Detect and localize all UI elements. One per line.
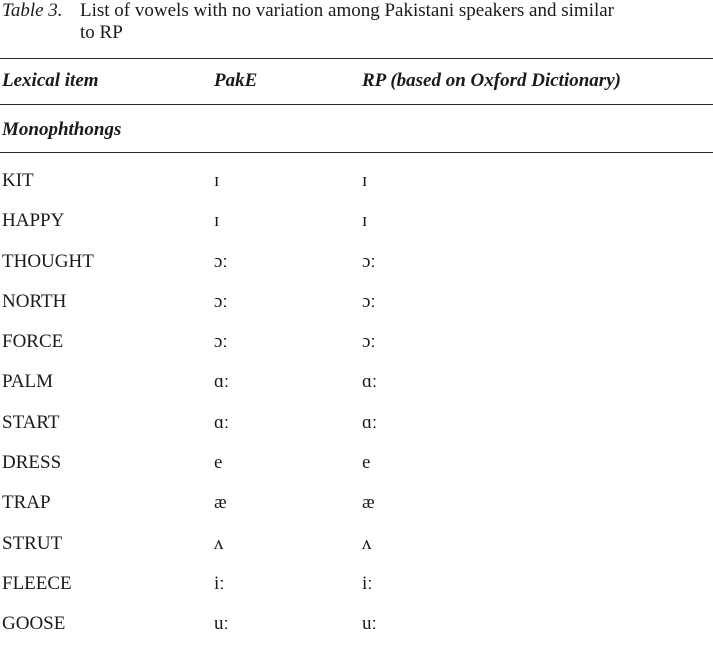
- rp-cell: ɔː: [362, 331, 376, 353]
- header-rp: RP (based on Oxford Dictionary): [362, 70, 621, 91]
- pake-cell: uː: [214, 613, 229, 635]
- rp-cell: ɪ: [362, 170, 368, 191]
- section-monophthongs: Monophthongs: [2, 119, 122, 140]
- table-row: [0, 533, 713, 573]
- rp-cell: ɔː: [362, 290, 376, 312]
- lexical-item-cell: START: [2, 411, 60, 433]
- pake-cell: iː: [214, 572, 225, 594]
- lexical-item-cell: DRESS: [2, 452, 62, 474]
- pake-cell: ʌ: [214, 532, 224, 554]
- lexical-item-cell: HAPPY: [2, 210, 65, 232]
- header-pake: PakE: [214, 70, 258, 91]
- table-row: [0, 291, 713, 331]
- lexical-item-cell: NORTH: [2, 290, 67, 312]
- rp-cell: e: [362, 452, 371, 474]
- header-rule: [0, 104, 713, 105]
- pake-cell: ɑː: [214, 411, 230, 433]
- caption-label: Table 3.: [2, 0, 63, 21]
- table-row: [0, 210, 713, 250]
- table-row: [0, 452, 713, 492]
- rp-cell: ʌ: [362, 532, 372, 554]
- lexical-item-cell: FORCE: [2, 331, 64, 353]
- table-row: [0, 492, 713, 532]
- table-caption: [2, 0, 712, 44]
- table-body: [0, 170, 713, 654]
- lexical-item-cell: THOUGHT: [2, 250, 94, 272]
- rp-cell: ɑː: [362, 411, 378, 433]
- table-row: [0, 412, 713, 452]
- rp-cell: iː: [362, 572, 373, 594]
- rp-cell: ɑː: [362, 371, 378, 393]
- pake-cell: ɔː: [214, 331, 228, 353]
- pake-cell: ɔː: [214, 290, 228, 312]
- top-rule: [0, 58, 713, 59]
- caption-text-1: List of vowels with no variation among Pakistani speakers and similar: [80, 0, 615, 21]
- rp-cell: ɪ: [362, 210, 368, 232]
- lexical-item-cell: KIT: [2, 170, 34, 191]
- lexical-item-cell: STRUT: [2, 532, 63, 554]
- rp-cell: uː: [362, 613, 377, 635]
- header-lexical-item: Lexical item: [2, 70, 99, 91]
- table-row: [0, 371, 713, 411]
- section-rule: [0, 152, 713, 153]
- pake-cell: ɔː: [214, 250, 228, 272]
- caption-line-1: [2, 0, 712, 22]
- lexical-item-cell: TRAP: [2, 492, 51, 514]
- table-row: [0, 613, 713, 653]
- table-row: [0, 573, 713, 613]
- rp-cell: ɔː: [362, 250, 376, 272]
- caption-line-2: to RP: [80, 22, 123, 43]
- pake-cell: æ: [214, 492, 227, 514]
- rp-cell: æ: [362, 492, 375, 514]
- lexical-item-cell: PALM: [2, 371, 54, 393]
- lexical-item-cell: FLEECE: [2, 572, 72, 594]
- pake-cell: ɪ: [214, 170, 220, 191]
- pake-cell: ɪ: [214, 210, 220, 232]
- pake-cell: e: [214, 452, 223, 474]
- table-row: [0, 170, 713, 210]
- table-row: [0, 331, 713, 371]
- lexical-item-cell: GOOSE: [2, 613, 66, 635]
- table-row: [0, 251, 713, 291]
- pake-cell: ɑː: [214, 371, 230, 393]
